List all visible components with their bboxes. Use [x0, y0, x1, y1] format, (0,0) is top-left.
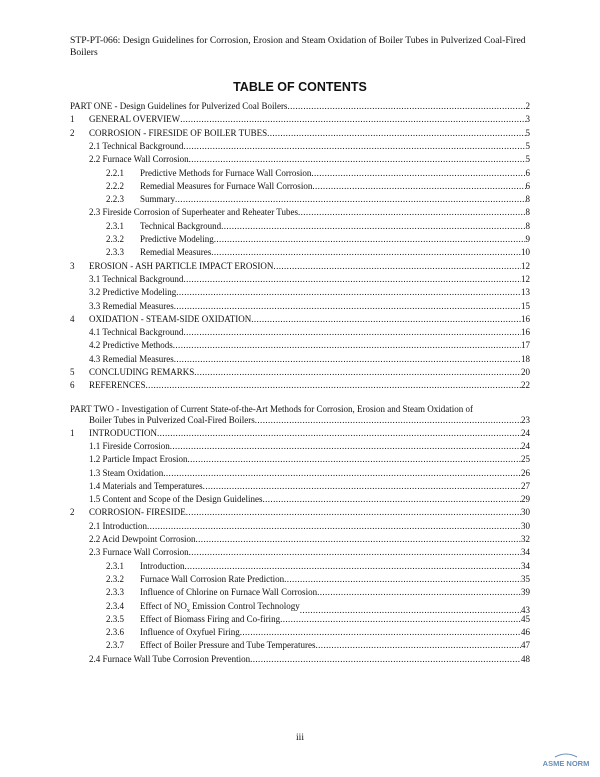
- toc-leader-dots: [287, 100, 525, 113]
- toc-entry-title: Predictive Methods for Furnace Wall Corrosion: [140, 167, 312, 178]
- svg-text:ASME NORM: ASME NORM: [542, 759, 590, 768]
- toc-entry[interactable]: [70, 273, 530, 286]
- toc-entry-number: 6: [70, 380, 75, 391]
- toc-entry-page: 8: [525, 207, 530, 218]
- toc-entry-title: CONCLUDING REMARKS: [89, 367, 195, 377]
- toc-leader-dots: [273, 260, 521, 273]
- toc-entry-title: 1.5 Content and Scope of the Design Guidelines: [89, 494, 263, 505]
- toc-entry-page: 45: [521, 613, 530, 624]
- toc-entry[interactable]: [70, 453, 530, 466]
- toc-entry-title: 2.1 Introduction: [89, 520, 147, 531]
- toc-entry-page: 6: [525, 167, 530, 178]
- toc-entry[interactable]: [70, 180, 530, 193]
- toc-entry-page: 39: [521, 587, 530, 598]
- toc-entry[interactable]: [70, 506, 530, 519]
- toc-entry-title: REFERENCES: [89, 380, 146, 391]
- toc-entry[interactable]: [70, 100, 530, 113]
- toc-entry-number: 2.3.7: [106, 640, 124, 651]
- toc-entry-title: 1.4 Materials and Temperatures: [89, 480, 203, 491]
- toc-entry-page: 32: [521, 534, 530, 544]
- toc-entry[interactable]: [70, 653, 530, 666]
- toc-entry[interactable]: [70, 233, 530, 246]
- toc-leader-dots: [284, 573, 521, 586]
- toc-leader-dots: [221, 220, 525, 233]
- running-header: STP-PT-066: Design Guidelines for Corrosion, Erosion and Steam Oxidation of Boiler Tubes in Pulverized Coal-Fired Boilers: [70, 35, 526, 58]
- toc-entry-page: 5: [525, 140, 530, 151]
- toc-leader-dots: [251, 313, 521, 326]
- toc-leader-dots: [176, 286, 521, 299]
- toc-entry[interactable]: [70, 153, 530, 166]
- toc-entry-title: 4.3 Remedial Measures: [89, 353, 174, 364]
- toc-entry-page: 30: [521, 507, 530, 518]
- toc-leader-dots: [255, 414, 521, 427]
- toc-entry-title: 2.3 Furnace Wall Corrosion: [89, 547, 189, 558]
- toc-leader-dots: [250, 653, 521, 666]
- toc-entry-number: 2: [70, 507, 75, 518]
- toc-entry-page: 10: [521, 247, 530, 258]
- toc-entry-title: INTRODUCTION: [89, 427, 157, 438]
- toc-leader-dots: [175, 193, 526, 206]
- toc-entry[interactable]: [70, 626, 530, 639]
- toc-entry-title: 2.3 Fireside Corrosion of Superheater and Reheater Tubes: [89, 207, 298, 218]
- toc-entry[interactable]: [70, 167, 530, 180]
- toc-entry-title: CORROSION - FIRESIDE OF BOILER TUBES: [89, 127, 268, 138]
- toc-entry-page: 27: [521, 480, 530, 491]
- toc-leader-dots: [203, 480, 521, 493]
- toc-entry[interactable]: [70, 353, 530, 366]
- toc-leader-dots: [280, 613, 521, 626]
- toc-entry-number: 1: [70, 114, 75, 125]
- toc-leader-dots: [267, 127, 525, 140]
- toc-entry-title-line1: PART TWO - Investigation of Current State-of-the-Art Methods for Corrosion, Erosion and Steam Oxidation of: [70, 403, 473, 414]
- toc-entry-page: 34: [521, 560, 530, 571]
- toc-leader-dots: [317, 586, 521, 599]
- toc-entry-number: 3: [70, 260, 75, 271]
- toc-entry-title: 4.2 Predictive Methods: [89, 340, 173, 351]
- toc-leader-dots: [196, 533, 522, 546]
- toc-entry[interactable]: [70, 113, 530, 126]
- toc-entry[interactable]: [70, 440, 530, 453]
- toc-entry-number: 2.3.1: [106, 220, 124, 231]
- toc-entry[interactable]: [70, 379, 530, 392]
- toc-leader-dots: [298, 206, 526, 219]
- toc-entry-number: 2.3.6: [106, 627, 124, 638]
- toc-leader-dots: [186, 506, 521, 519]
- toc-entry-page: 20: [521, 367, 530, 377]
- toc-entry-page: 6: [525, 180, 530, 191]
- toc-entry-page: 23: [521, 414, 530, 425]
- toc-leader-dots: [174, 353, 521, 366]
- toc-leader-dots: [262, 493, 521, 506]
- toc-entry[interactable]: [70, 573, 530, 586]
- toc-entry-page: 22: [521, 380, 530, 391]
- toc-entry-page: 46: [521, 627, 530, 638]
- toc-entry[interactable]: [70, 639, 530, 652]
- toc-entry-page: 35: [521, 573, 530, 584]
- toc-entry-number: 2.2.3: [106, 194, 124, 205]
- toc-entry-page: 15: [521, 300, 530, 311]
- toc-leader-dots: [170, 440, 521, 453]
- toc-entry[interactable]: [70, 326, 530, 339]
- toc-entry-title: Remedial Measures for Furnace Wall Corrosion: [140, 180, 313, 191]
- toc-entry-number: 2.2.2: [106, 180, 124, 191]
- toc-entry-title: Introduction: [140, 560, 185, 571]
- toc-entry-title: Influence of Oxyfuel Firing: [140, 627, 240, 638]
- toc-entry[interactable]: [70, 339, 530, 352]
- toc-entry[interactable]: [70, 467, 530, 480]
- toc-leader-dots: [146, 379, 521, 392]
- toc-entry-title: 1.1 Fireside Corrosion: [89, 440, 170, 451]
- toc-leader-dots: [173, 339, 521, 352]
- toc-entry-page: 26: [521, 467, 530, 478]
- toc-entry-page: 16: [521, 313, 530, 324]
- toc-leader-dots: [312, 180, 525, 193]
- toc-entry-page: 24: [521, 427, 530, 438]
- toc-leader-dots: [311, 167, 525, 180]
- toc-entry-number: 2.3.4: [106, 600, 124, 611]
- toc-entry[interactable]: [70, 427, 530, 440]
- toc-entry-page: 47: [521, 640, 530, 651]
- toc-entry-page: 9: [525, 234, 530, 244]
- toc-entry-number: 2.3.2: [106, 234, 124, 244]
- toc-entry-page: 17: [521, 340, 530, 351]
- toc-leader-dots: [240, 626, 521, 639]
- toc-entry[interactable]: [70, 546, 530, 559]
- toc-entry-title: 2.4 Furnace Wall Tube Corrosion Prevention: [89, 653, 251, 664]
- toc-entry-title: Boiler Tubes in Pulverized Coal-Fired Boilers: [89, 414, 255, 425]
- toc-entry-title: 1.3 Steam Oxidation: [89, 467, 164, 478]
- toc-entry-title: 4.1 Technical Background: [89, 327, 184, 338]
- toc-entry-number: 2.3.3: [106, 247, 124, 258]
- toc-entry-page: 3: [525, 114, 530, 125]
- page-number: iii: [296, 732, 304, 743]
- toc-entry-title: Effect of $NO_x$ Emission Control Technology: [140, 600, 300, 614]
- toc-entry[interactable]: [70, 586, 530, 599]
- toc-leader-dots: [163, 467, 521, 480]
- toc-entry-title: 3.2 Predictive Modeling: [89, 287, 177, 298]
- toc-leader-dots: [211, 246, 521, 259]
- toc-entry-title: Effect of Biomass Firing and Co-firing: [140, 613, 281, 624]
- toc-entry-title: Technical Background: [140, 220, 222, 231]
- toc-entry-number: 1: [70, 427, 75, 438]
- toc-entry-page: 25: [521, 454, 530, 465]
- toc-entry-page: 16: [521, 327, 530, 338]
- toc-entry-page: 2: [525, 101, 530, 111]
- toc-entry-title: PART ONE - Design Guidelines for Pulverized Coal Boilers: [70, 101, 288, 111]
- toc-entry[interactable]: [70, 220, 530, 233]
- toc-entry[interactable]: [70, 260, 530, 273]
- toc-entry[interactable]: [70, 613, 530, 626]
- toc-entry[interactable]: [70, 140, 530, 153]
- toc-leader-dots: [194, 366, 521, 379]
- toc-entry-title: 1.2 Particle Impact Erosion: [89, 454, 188, 465]
- toc-entry-title: Furnace Wall Corrosion Rate Prediction: [140, 573, 285, 584]
- toc-leader-dots: [174, 300, 521, 313]
- toc-entry-page: 30: [521, 520, 530, 531]
- toc-entry-page: 24: [521, 440, 530, 451]
- toc-entry-number: 2.3.3: [106, 587, 124, 598]
- toc-entry-title: OXIDATION - STEAM-SIDE OXIDATION: [89, 313, 252, 324]
- toc-entry-page: 12: [521, 273, 530, 284]
- toc-entry-title: EROSION - ASH PARTICLE IMPACT EROSION: [89, 260, 274, 271]
- toc-entry-page: 13: [521, 287, 530, 298]
- toc-entry-page: 8: [525, 194, 530, 205]
- toc-leader-dots: [157, 427, 521, 440]
- toc-leader-dots: [147, 520, 521, 533]
- toc-leader-dots: [183, 326, 521, 339]
- toc-entry-title: GENERAL OVERVIEW: [89, 114, 181, 125]
- toc-leader-dots: [189, 546, 521, 559]
- toc-entry-page: 12: [521, 260, 530, 271]
- toc-entry-title: 2.1 Technical Background: [89, 140, 184, 151]
- toc-entry-number: 2.2.1: [106, 167, 124, 178]
- toc-leader-dots: [185, 560, 522, 573]
- toc-entry[interactable]: [70, 246, 530, 259]
- toc-entry[interactable]: [70, 313, 530, 326]
- toc-entry[interactable]: [70, 533, 530, 546]
- toc-entry[interactable]: [70, 560, 530, 573]
- toc-entry-page: 5: [525, 127, 530, 138]
- toc-entry-number: 2.3.1: [106, 560, 124, 571]
- toc-entry[interactable]: [70, 206, 530, 219]
- toc-entry-title: 2.2 Acid Dewpoint Corrosion: [89, 534, 196, 544]
- toc-entry-page: 48: [521, 653, 530, 664]
- toc-entry-title: 3.3 Remedial Measures: [89, 300, 174, 311]
- toc-leader-dots: [183, 273, 521, 286]
- toc-entry-number: 2: [70, 127, 75, 138]
- toc-entry-page: 8: [525, 220, 530, 231]
- toc-entry[interactable]: [70, 480, 530, 493]
- toc-entry-page: 5: [525, 154, 530, 165]
- toc-entry-title: 2.2 Furnace Wall Corrosion: [89, 154, 189, 165]
- toc-entry-number: 5: [70, 367, 75, 377]
- toc-entry[interactable]: [70, 600, 530, 616]
- toc-leader-dots: [316, 639, 522, 652]
- toc-entry-number: 2.3.5: [106, 613, 124, 624]
- toc-entry-number: 2.3.2: [106, 573, 124, 584]
- toc-leader-dots: [180, 113, 525, 126]
- toc-leader-dots: [187, 453, 521, 466]
- toc-entry-title: Influence of Chlorine on Furnace Wall Corrosion: [140, 587, 318, 598]
- toc-leader-dots: [189, 153, 526, 166]
- toc-entry[interactable]: [70, 493, 530, 506]
- toc-entry-page: 34: [521, 547, 530, 558]
- watermark-logo-icon: [541, 752, 591, 770]
- toc-entry[interactable]: [70, 403, 530, 427]
- toc-entry-page: 29: [521, 494, 530, 505]
- toc-entry-title: CORROSION- FIRESIDE: [89, 507, 186, 518]
- toc-leader-dots: [214, 233, 526, 246]
- toc-entry-page: 43: [521, 605, 530, 616]
- toc-entry[interactable]: [70, 193, 530, 206]
- toc-entry-title: Summary: [140, 194, 175, 205]
- toc-entry-title: Effect of Boiler Pressure and Tube Temperatures: [140, 640, 316, 651]
- toc-entry-page: 18: [521, 353, 530, 364]
- toc-entry[interactable]: [70, 286, 530, 299]
- toc-entry-number: 4: [70, 313, 75, 324]
- toc-entry[interactable]: [70, 366, 530, 379]
- toc-entry-title: Remedial Measures: [140, 247, 212, 258]
- toc-entry-title: 3.1 Technical Background: [89, 273, 184, 284]
- toc-leader-dots: [183, 140, 525, 153]
- toc-title: TABLE OF CONTENTS: [233, 80, 367, 94]
- toc-entry[interactable]: [70, 127, 530, 140]
- toc-entry-title: Predictive Modeling: [140, 234, 214, 244]
- toc-entry[interactable]: [70, 300, 530, 313]
- toc-entry[interactable]: [70, 520, 530, 533]
